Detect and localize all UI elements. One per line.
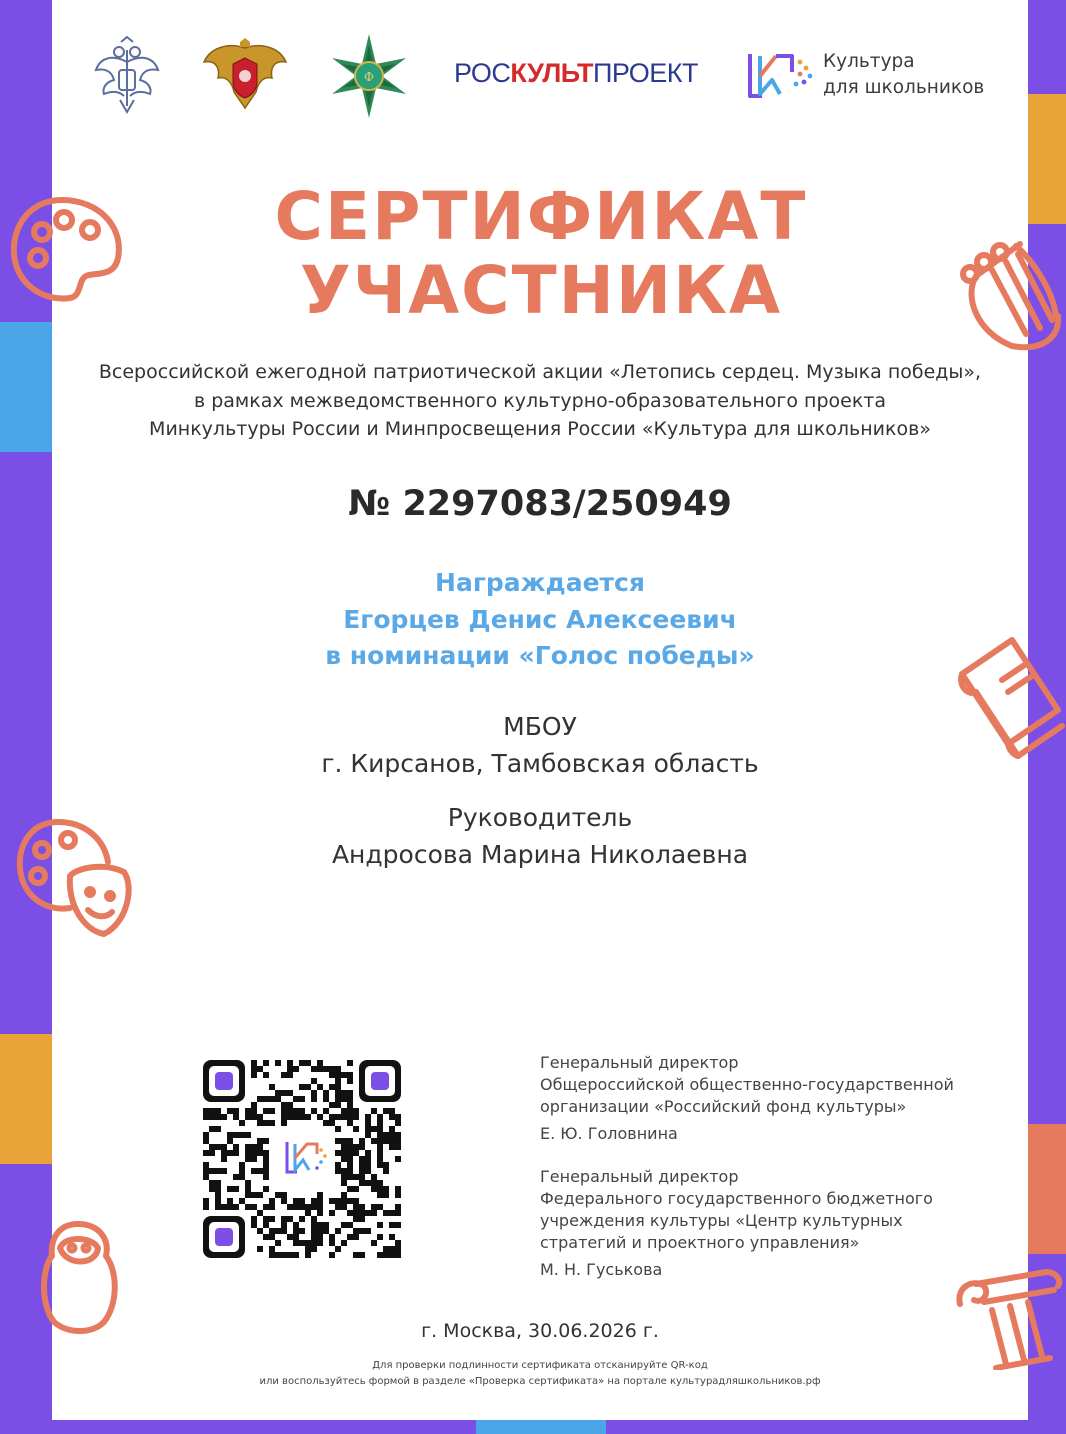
russian-eagle-emblem-icon xyxy=(92,36,162,114)
award-nomination: в номинации «Голос победы» xyxy=(325,641,755,670)
verification-note-line1: Для проверки подлинности сертификата отсканируйте QR-код xyxy=(372,1360,708,1371)
palette-icon xyxy=(8,192,124,306)
qr-code-icon[interactable] xyxy=(203,1060,401,1258)
svg-text:Ф: Ф xyxy=(364,70,374,84)
signature-2-org-line3: стратегий и проектного управления» xyxy=(540,1233,860,1252)
book-icon xyxy=(954,630,1066,760)
subtitle-line2: в рамках межведомственного культурно-образовательного проекта xyxy=(193,389,887,412)
signature-2-name: М. Н. Гуськова xyxy=(540,1260,663,1279)
signature-1-name: Е. Ю. Головнина xyxy=(540,1124,678,1143)
city-date: г. Москва, 30.06.2026 г. xyxy=(421,1320,659,1342)
right-band-coral xyxy=(1028,1124,1066,1254)
kultura-logo-line1: Культура xyxy=(823,51,915,72)
award-recipient-name: Егорцев Денис Алексеевич xyxy=(343,605,737,634)
subtitle-line1: Всероссийской ежегодной патриотической акции «Летопись сердец. Музыка победы», xyxy=(98,361,982,383)
verification-note xyxy=(0,1358,1066,1390)
bottom-band-blue xyxy=(476,1420,606,1434)
signature-block-2 xyxy=(540,1166,933,1281)
certificate-title-line1: СЕРТИФИКАТ xyxy=(274,178,808,255)
right-band-purple-top xyxy=(1028,0,1066,94)
certificate-number: № 2297083/250949 xyxy=(348,484,732,524)
school-name: МБОУ xyxy=(503,712,577,741)
signature-block-1 xyxy=(540,1052,954,1145)
signature-1-org-line1: Общероссийской общественно-государственной xyxy=(540,1075,954,1094)
subtitle-line3: Минкультуры России и Минпросвещения России «Культура для школьников» xyxy=(149,418,931,440)
signature-1-title: Генеральный директор xyxy=(540,1053,739,1072)
kultura-logo-text xyxy=(823,49,984,101)
leader-name: Андросова Марина Николаевна xyxy=(331,840,749,869)
leader-label: Руководитель xyxy=(447,803,633,832)
signature-2-org-line2: учреждения культуры «Центр культурных xyxy=(540,1211,903,1230)
matryoshka-icon xyxy=(38,1218,120,1336)
signature-1-org-line2: организации «Российский фонд культуры» xyxy=(540,1097,907,1116)
signature-2-org-line1: Федерального государственного бюджетного xyxy=(540,1189,933,1208)
verification-note-line2: или воспользуйтесь формой в разделе «Проверка сертификата» на портале культурадляшкольников.рф xyxy=(259,1376,821,1387)
left-band-orange xyxy=(0,1034,52,1164)
school-location: г. Кирсанов, Тамбовская область xyxy=(321,749,759,778)
kultura-logo-icon xyxy=(746,48,816,102)
fund-emblem-icon xyxy=(326,34,412,118)
certificate-subtitle xyxy=(0,358,1066,444)
column-capital-icon xyxy=(950,1264,1066,1370)
award-line1: Награждается xyxy=(435,568,645,597)
kultura-logo-line2: для школьников xyxy=(823,77,985,98)
roskultproekt-logo: РОСКУЛЬТПРОЕКТ xyxy=(454,58,699,88)
lyre-icon xyxy=(956,236,1066,356)
signature-2-title: Генеральный директор xyxy=(540,1167,739,1186)
left-band-purple-mid xyxy=(0,452,52,1034)
theatre-masks-icon xyxy=(12,816,136,940)
certificate-title-line2: УЧАСТНИКА xyxy=(299,252,783,329)
ministry-emblem-icon xyxy=(200,38,290,112)
